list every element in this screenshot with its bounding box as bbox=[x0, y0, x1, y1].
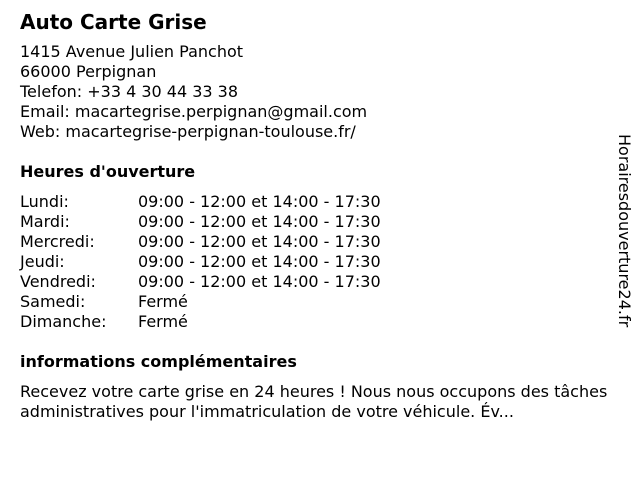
day-label: Dimanche: bbox=[20, 312, 107, 331]
hours-row-thursday bbox=[20, 252, 612, 272]
info-title: informations complémentaires bbox=[20, 352, 297, 371]
hours-row-wednesday bbox=[20, 232, 612, 252]
time-range: 09:00 - 12:00 et 14:00 - 17:30 bbox=[138, 252, 381, 271]
day-label: Lundi: bbox=[20, 192, 69, 211]
hours-row-monday bbox=[20, 192, 612, 212]
day-label: Jeudi: bbox=[20, 252, 65, 271]
phone-line: Telefon: +33 4 30 44 33 38 bbox=[20, 82, 239, 101]
business-name: Auto Carte Grise bbox=[20, 10, 207, 34]
time-range: 09:00 - 12:00 et 14:00 - 17:30 bbox=[138, 212, 381, 231]
web-line: Web: macartegrise-perpignan-toulouse.fr/ bbox=[20, 122, 356, 141]
hours-row-saturday bbox=[20, 292, 612, 312]
time-range: 09:00 - 12:00 et 14:00 - 17:30 bbox=[138, 232, 381, 251]
day-label: Mardi: bbox=[20, 212, 70, 231]
time-range: 09:00 - 12:00 et 14:00 - 17:30 bbox=[138, 272, 381, 291]
time-range: Fermé bbox=[138, 292, 188, 311]
hours-row-tuesday bbox=[20, 212, 612, 232]
business-card bbox=[20, 10, 612, 422]
info-description: Recevez votre carte grise en 24 heures ! Nous nous occupons des tâches administratives pour l'immatriculation de votre véhicule. Év... bbox=[20, 382, 608, 421]
day-label: Samedi: bbox=[20, 292, 86, 311]
time-range: 09:00 - 12:00 et 14:00 - 17:30 bbox=[138, 192, 381, 211]
hours-row-friday bbox=[20, 272, 612, 292]
email-line: Email: macartegrise.perpignan@gmail.com bbox=[20, 102, 368, 121]
hours-row-sunday bbox=[20, 312, 612, 332]
day-label: Vendredi: bbox=[20, 272, 96, 291]
day-label: Mercredi: bbox=[20, 232, 95, 251]
hours-title: Heures d'ouverture bbox=[20, 162, 196, 181]
time-range: Fermé bbox=[138, 312, 188, 331]
site-watermark: Horairesdouverture24.fr bbox=[615, 134, 634, 328]
address-line-2: 66000 Perpignan bbox=[20, 62, 157, 81]
address-line-1: 1415 Avenue Julien Panchot bbox=[20, 42, 244, 61]
